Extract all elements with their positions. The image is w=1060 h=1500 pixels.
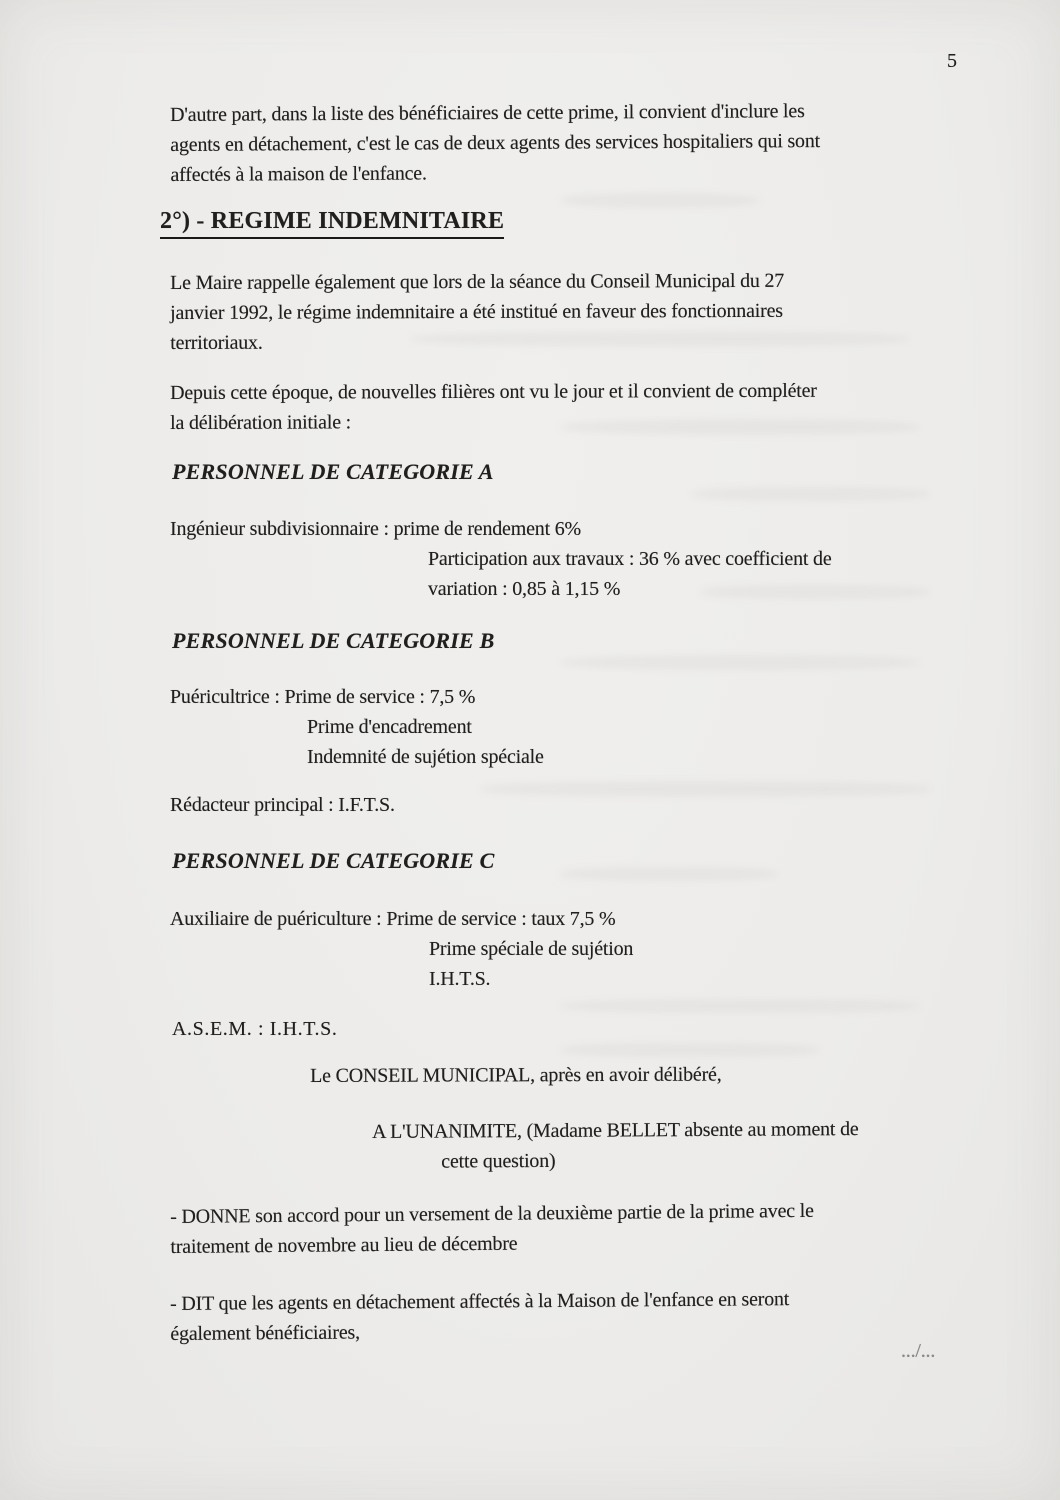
text-line: Prime spéciale de sujétion xyxy=(429,938,634,960)
text-line: A.S.E.M. : I.H.T.S. xyxy=(172,1018,338,1040)
bleed-through-artifact xyxy=(560,656,920,669)
category-c-item-2 xyxy=(172,1014,337,1044)
continuation-mark xyxy=(901,1336,935,1366)
text-line: Indemnité de sujétion spéciale xyxy=(307,746,544,768)
category-b-title xyxy=(172,628,494,654)
category-title-text: PERSONNEL DE CATEGORIE B xyxy=(172,628,495,653)
conseil-statement xyxy=(310,1060,722,1091)
text-line: - DONNE son accord pour un versement de la deuxième partie de la prime avec le xyxy=(170,1199,814,1228)
text-line: variation : 0,85 à 1,15 % xyxy=(428,578,621,600)
category-title-text: PERSONNEL DE CATEGORIE C xyxy=(172,848,495,873)
section-heading xyxy=(160,207,504,239)
text-line: Ingénieur subdivisionnaire : prime de rendement 6% xyxy=(170,518,581,540)
category-b-item xyxy=(170,682,544,772)
category-title-text: PERSONNEL DE CATEGORIE A xyxy=(172,459,494,484)
intro-paragraph xyxy=(170,96,820,190)
depuis-paragraph xyxy=(170,376,817,438)
category-c-title xyxy=(172,848,494,874)
text-line: agents en détachement, c'est le cas de deux agents des services hospitaliers qui sont xyxy=(170,130,821,156)
maire-paragraph xyxy=(170,266,784,358)
unanimite-statement xyxy=(372,1114,859,1177)
decision-dit xyxy=(170,1284,789,1349)
text-line: Depuis cette époque, de nouvelles filières ont vu le jour et il convient de compléter xyxy=(170,379,817,404)
bleed-through-artifact xyxy=(560,1000,920,1012)
text-line: affectés à la maison de l'enfance. xyxy=(170,162,427,186)
page-number xyxy=(947,46,957,76)
text-line: - DIT que les agents en détachement affectés à la Maison de l'enfance en seront xyxy=(170,1288,790,1315)
bleed-through-artifact xyxy=(560,194,760,207)
category-c-item xyxy=(170,904,633,994)
text-line: cette question) xyxy=(441,1149,556,1173)
text-line: Auxiliaire de puériculture : Prime de service : taux 7,5 % xyxy=(170,908,616,930)
section-heading-text: 2°) - REGIME INDEMNITAIRE xyxy=(160,207,504,239)
text-line: également bénéficiaires, xyxy=(170,1321,360,1345)
text-line: janvier 1992, le régime indemnitaire a été institué en faveur des fonctionnaires xyxy=(170,299,783,324)
bleed-through-artifact xyxy=(690,488,930,500)
text-line: traitement de novembre au lieu de décembre xyxy=(170,1232,518,1258)
text-line: I.H.T.S. xyxy=(429,968,491,990)
text-line: A L'UNANIMITE, (Madame BELLET absente au moment de xyxy=(372,1118,859,1143)
text-line: Rédacteur principal : I.F.T.S. xyxy=(170,794,395,816)
text-line: Prime d'encadrement xyxy=(307,716,472,738)
decision-donne xyxy=(170,1196,814,1262)
text-line: territoriaux. xyxy=(170,331,263,354)
bleed-through-artifact xyxy=(480,782,930,796)
text-line: Puéricultrice : Prime de service : 7,5 % xyxy=(170,686,476,708)
text-line: Le CONSEIL MUNICIPAL, après en avoir délibéré, xyxy=(310,1063,722,1087)
bleed-through-artifact xyxy=(560,1044,820,1056)
text-line: Le Maire rappelle également que lors de la séance du Conseil Municipal du 27 xyxy=(170,269,785,294)
category-b-item-2 xyxy=(170,790,395,820)
page-number-text: 5 xyxy=(947,50,957,72)
category-a-title xyxy=(172,459,494,485)
text-line: Participation aux travaux : 36 % avec coefficient de xyxy=(428,548,832,570)
text-line: la délibération initiale : xyxy=(170,411,352,434)
bleed-through-artifact xyxy=(560,868,780,880)
category-a-item xyxy=(170,514,832,604)
text-line: D'autre part, dans la liste des bénéficiaires de cette prime, il convient d'inclure les xyxy=(170,100,805,126)
continuation-mark-text: .../... xyxy=(901,1340,936,1362)
